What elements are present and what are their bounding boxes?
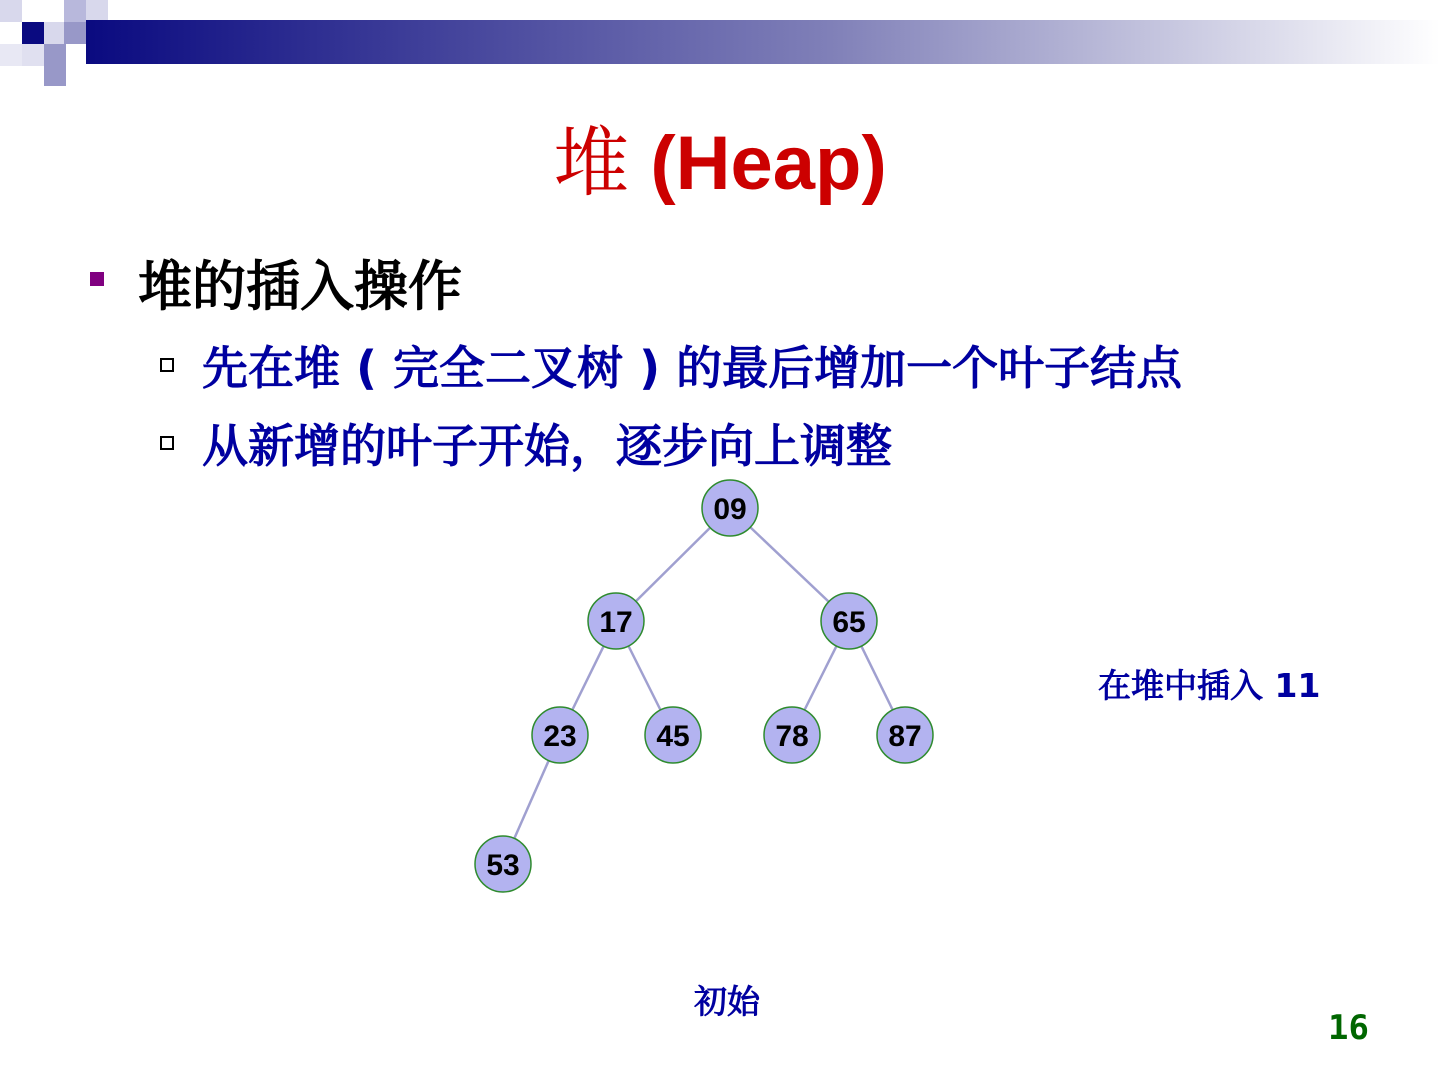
tree-node	[821, 593, 877, 649]
tree-node	[702, 480, 758, 536]
bullet-sub-text: 从新增的叶子开始，逐步向上调整	[202, 419, 892, 473]
insert-note: 在堆中插入 11	[1098, 666, 1321, 705]
tree-node-label: 17	[599, 606, 633, 639]
tree-node-label: 09	[713, 493, 747, 526]
tree-node-label: 53	[486, 849, 520, 882]
title-english: (Heap)	[650, 121, 887, 206]
tree-node-label: 78	[775, 720, 809, 753]
title-chinese: 堆	[553, 118, 630, 207]
tree-node	[877, 707, 933, 763]
tree-node-label: 65	[832, 606, 866, 639]
tree-node-label: 87	[888, 720, 922, 753]
tree-node-label: 45	[656, 720, 690, 753]
diagram-caption: 初始	[694, 982, 760, 1021]
tree-node	[475, 836, 531, 892]
tree-node	[645, 707, 701, 763]
tree-node-label: 23	[543, 720, 577, 753]
bullet-sub-text: 先在堆 ( 完全二叉树 ) 的最后增加一个叶子结点	[202, 341, 1183, 395]
tree-node	[764, 707, 820, 763]
page-number: 16	[1328, 1008, 1369, 1048]
bullet-main-text: 堆的插入操作	[138, 255, 462, 318]
tree-node	[588, 593, 644, 649]
tree-node	[532, 707, 588, 763]
